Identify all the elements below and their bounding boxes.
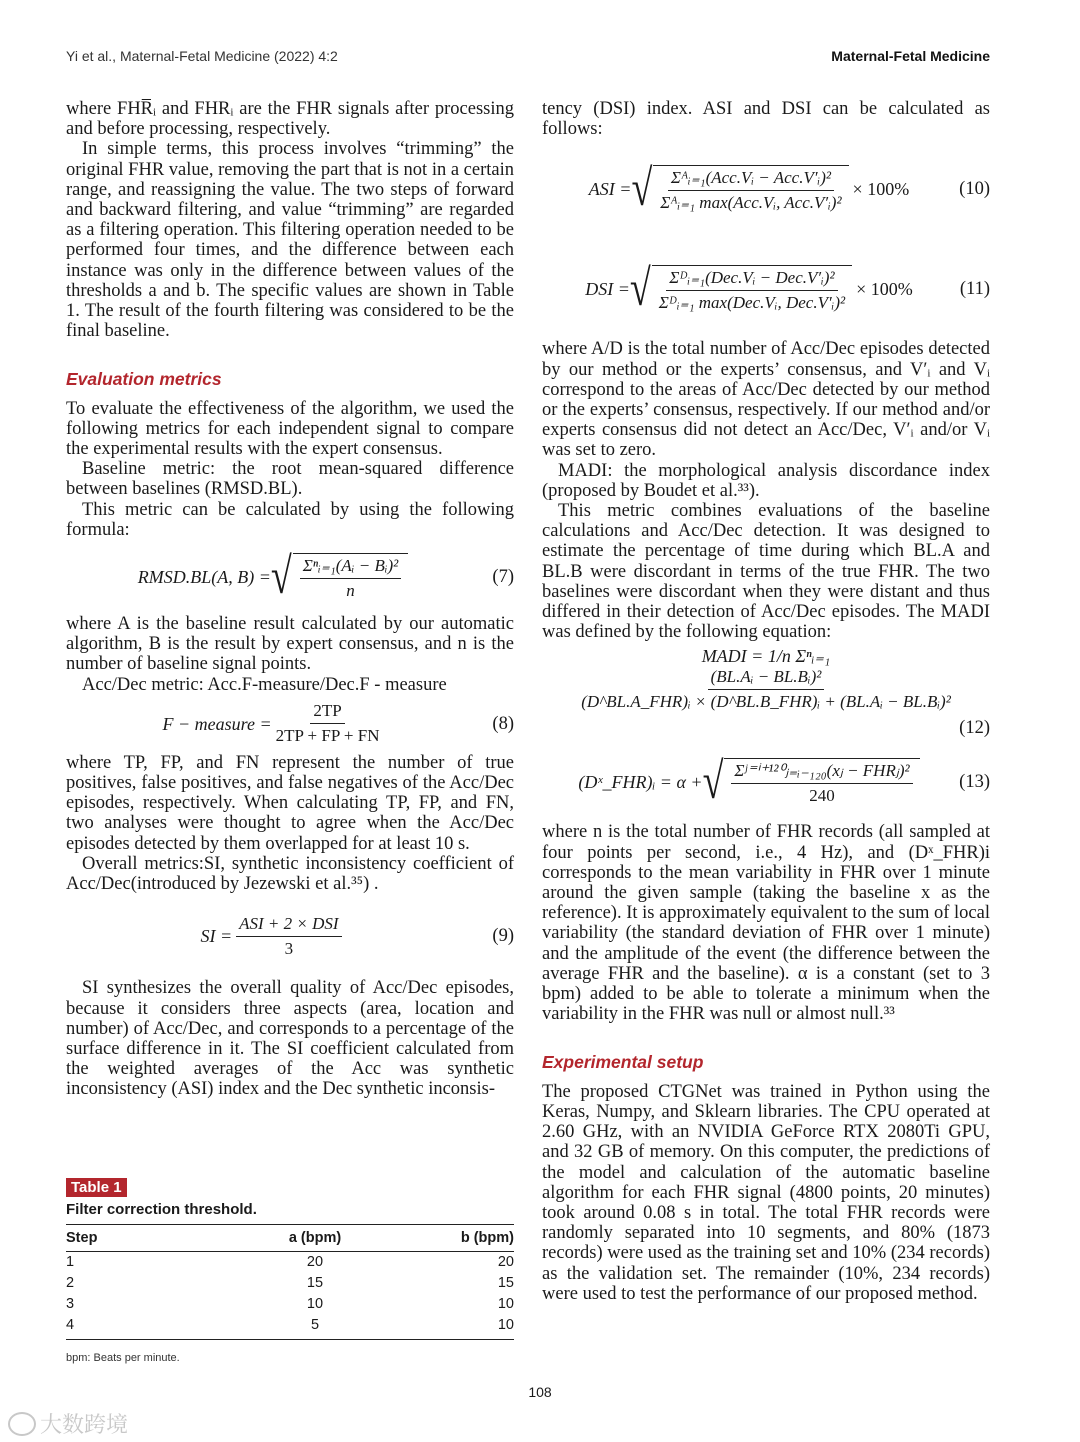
running-header-journal: Maternal-Fetal Medicine bbox=[831, 48, 990, 64]
table-footnote: bpm: Beats per minute. bbox=[66, 1352, 180, 1364]
eq8-numerator: 2TP bbox=[310, 701, 344, 724]
eq13-numerator: Σʲ⁼ⁱ⁺¹²⁰ⱼ₌ᵢ₋₁₂₀(xⱼ − FHRⱼ)² bbox=[731, 761, 912, 784]
eq8-label: (8) bbox=[492, 713, 514, 734]
watermark bbox=[8, 1408, 128, 1439]
cell: 4 bbox=[66, 1315, 216, 1340]
paragraph: MADI: the morphological analysis discordance index (proposed by Boudet et al.³³). bbox=[542, 460, 990, 501]
equation-9 bbox=[66, 894, 514, 978]
sqrt-symbol: √ $\frac{\text{Σⁿᵢ₌₁(Aᵢ − Bᵢ)²}}{n}$ bbox=[271, 553, 408, 601]
sqrt-symbol: √ $\frac{\text{Σʲ⁼ⁱ⁺¹²⁰ⱼ₌ᵢ₋₁₂₀(xⱼ − FHRⱼ)²}}{240}$ bbox=[703, 758, 920, 806]
sqrt-symbol: √ $\frac{\text{Σᴰᵢ₌₁(Dec.Vᵢ − Dec.V′ᵢ)²}}{\text{Σᴰᵢ₌₁ max(Dec.Vᵢ, Dec.V′ᵢ)²}}$ bbox=[630, 265, 852, 313]
eq12-lhs: MADI = 1/n Σⁿᵢ₌₁ bbox=[701, 646, 831, 667]
paragraph: Baseline metric: the root mean-squared difference between baselines (RMSD.BL). bbox=[66, 459, 514, 500]
table-header-row bbox=[66, 1225, 514, 1252]
eq7-numerator: Σⁿᵢ₌₁(Aᵢ − Bᵢ)² bbox=[300, 556, 402, 579]
header-step: Step bbox=[66, 1225, 216, 1252]
paragraph: Overall metrics:SI, synthetic inconsistency coefficient of Acc/Dec(introduced by Jezewski et al.³⁵) . bbox=[66, 853, 514, 895]
paragraph: Acc/Dec metric: Acc.F-measure/Dec.F - measure bbox=[82, 674, 447, 695]
cell: 10 bbox=[306, 1296, 324, 1312]
eq7-label: (7) bbox=[492, 566, 514, 587]
cell: 15 bbox=[497, 1275, 514, 1291]
left-column bbox=[66, 99, 514, 1100]
eq9-denominator: 3 bbox=[284, 938, 294, 958]
table-row bbox=[66, 1315, 514, 1340]
eq10-numerator: Σᴬᵢ₌₁(Acc.Vᵢ − Acc.V′ᵢ)² bbox=[668, 168, 834, 191]
eq12-numerator: (BL.Aᵢ − BL.Bᵢ)² bbox=[708, 667, 825, 690]
cell: 10 bbox=[414, 1315, 514, 1340]
eq7-lhs: RMSD.BL(A, B) = bbox=[137, 566, 271, 587]
eq13-denominator: 240 bbox=[809, 786, 835, 806]
paragraph: This metric can be calculated by using the following formula: bbox=[66, 499, 514, 540]
eq9-label: (9) bbox=[492, 926, 514, 947]
cell: 15 bbox=[306, 1275, 324, 1291]
cell: 10 bbox=[497, 1296, 514, 1312]
eq11-lhs: DSI = bbox=[585, 279, 630, 300]
paragraph: To evaluate the effectiveness of the algorithm, we used the following metrics for each independent signal to compare the experimental results with the expert consensus. bbox=[66, 398, 514, 460]
watermark-logo-icon bbox=[8, 1412, 36, 1436]
eq10-denominator: Σᴬᵢ₌₁ max(Acc.Vᵢ, Acc.V′ᵢ)² bbox=[660, 193, 842, 213]
section-heading-experimental-setup: Experimental setup bbox=[542, 1052, 704, 1073]
running-header-citation: Yi et al., Maternal-Fetal Medicine (2022) 4:2 bbox=[66, 48, 338, 64]
section-heading-evaluation-metrics: Evaluation metrics bbox=[66, 369, 222, 390]
eq12-label: (12) bbox=[959, 718, 990, 739]
header-a: a (bpm) bbox=[216, 1225, 414, 1252]
paragraph: where A is the baseline result calculated by our automatic algorithm, B is the result by expert consensus, and n is the number of baseline signal points. bbox=[66, 614, 514, 675]
right-column bbox=[542, 99, 990, 1304]
eq11-denominator: Σᴰᵢ₌₁ max(Dec.Vᵢ, Dec.V′ᵢ)² bbox=[658, 293, 846, 313]
cell: 2 bbox=[66, 1275, 75, 1291]
cell: 5 bbox=[216, 1315, 414, 1340]
paragraph: The proposed CTGNet was trained in Python using the Keras, Numpy, and Sklearn libraries. The CPU operated at 2.60 GHz, with an NVIDIA GeForce RTX 2080Ti GPU, and 32 GB of memory. On this computer, the predictions of the model and calculation of the automatic baseline algorithm for each FHR signal (4800 points, 20 minutes) took around 0.08 s in total. The total FHR records were randomly separated into 10 segments, and 80% (1873 records) were used as the training set and 10% (234 records) as the validation set. The remainder (10%, 234 records) were used to test the performance of our proposed method. bbox=[542, 1081, 990, 1304]
sqrt-symbol: √ $\frac{\text{Σᴬᵢ₌₁(Acc.Vᵢ − Acc.V′ᵢ)²}}{\text{Σᴬᵢ₌₁ max(Acc.Vᵢ, Acc.V′ᵢ)²}}$ bbox=[631, 165, 848, 213]
equation-11 bbox=[542, 239, 990, 339]
table-tag: Table 1 bbox=[66, 1178, 127, 1197]
cell: 20 bbox=[497, 1254, 514, 1270]
eq7-denominator: n bbox=[346, 581, 355, 601]
paragraph: SI synthesizes the overall quality of Acc/Dec episodes, because it considers three aspects (area, location and number) of Acc/Dec, and corresponds to a percentage of the surface difference in it. The SI coefficient calculated from the weighted averages of the Acc was synthetic inconsistency (ASI) index and the Dec synthetic inconsis- bbox=[66, 978, 514, 1100]
eq11-percent: × 100% bbox=[856, 279, 913, 300]
paragraph: where n is the total number of FHR records (all sampled at four points per second, i.e., 4 Hz), and (Dˣ_FHR)i corresponds to the mean variability in FHR over 1 minute around the given sample (taking the baseline x as the reference). It is approximately equivalent to the sum of local variability (the standard deviation of FHR over 1 minute) and the amplitude of the event (the difference between the average FHR and the baseline). α is a constant (set to 3 bpm) added to be able to tolerate a minimum when the variability in the FHR was null or almost null.³³ bbox=[542, 822, 990, 1025]
eq8-denominator: 2TP + FP + FN bbox=[275, 726, 380, 746]
eq11-label: (11) bbox=[959, 279, 990, 300]
filter-threshold-table bbox=[66, 1224, 514, 1340]
watermark-text: 大数跨境 bbox=[40, 1413, 129, 1438]
table-row bbox=[66, 1252, 514, 1274]
cell: 3 bbox=[66, 1296, 75, 1312]
eq13-lhs: (Dˣ_FHR)ᵢ = α + bbox=[578, 772, 703, 793]
equation-12 bbox=[542, 642, 990, 742]
equation-10 bbox=[542, 139, 990, 239]
table-row bbox=[66, 1273, 514, 1294]
equation-8 bbox=[66, 695, 514, 753]
eq9-lhs: SI = bbox=[200, 926, 233, 947]
equation-13 bbox=[542, 742, 990, 822]
table-caption: Filter correction threshold. bbox=[66, 1201, 257, 1218]
page-number: 108 bbox=[528, 1384, 552, 1400]
cell: 20 bbox=[306, 1254, 324, 1270]
eq10-percent: × 100% bbox=[852, 179, 910, 200]
eq10-lhs: ASI = bbox=[588, 179, 632, 200]
eq10-label: (10) bbox=[959, 179, 990, 200]
eq9-numerator: ASI + 2 × DSI bbox=[236, 914, 341, 937]
paragraph: where TP, FP, and FN represent the number of true positives, false positives, and false negatives of the Acc/Dec episodes, respectively. When calculating TP, FP, and FN, two analyses were thought to agree when the Acc/Dec episodes detected by them overlapped for at least 10 s. bbox=[66, 752, 514, 854]
paragraph: In simple terms, this process involves “trimming” the original FHR value, removing the part that is not in a certain range, and reassigning the value. The two steps of forward and backward filtering, and value “trimming” are regarded as a filtering operation. This filtering operation needed to be performed four times, and the difference between each instance was only in the difference between values of the thresholds a and b. The specific values are shown in Table 1. The result of the fourth filtering was considered to be the final baseline. bbox=[66, 139, 515, 342]
paragraph: where FHR̅ᵢ and FHRᵢ are the FHR signals after processing and before processing, respectively. bbox=[66, 99, 514, 140]
table-row bbox=[66, 1294, 514, 1315]
cell: 1 bbox=[66, 1254, 75, 1270]
paragraph: tency (DSI) index. ASI and DSI can be calculated as follows: bbox=[542, 99, 990, 140]
eq12-denominator: (D^BL.A_FHR)ᵢ × (D^BL.B_FHR)ᵢ + (BL.Aᵢ − BL.Bᵢ)² bbox=[581, 691, 951, 711]
eq11-numerator: Σᴰᵢ₌₁(Dec.Vᵢ − Dec.V′ᵢ)² bbox=[666, 268, 837, 291]
eq8-lhs: F − measure = bbox=[162, 713, 272, 734]
header-b: b (bpm) bbox=[414, 1225, 514, 1252]
equation-7 bbox=[66, 540, 514, 614]
eq13-label: (13) bbox=[959, 772, 990, 793]
table-1 bbox=[66, 1178, 514, 1364]
paragraph: where A/D is the total number of Acc/Dec episodes detected by our method or the experts’ consensus, and V′ᵢ and Vᵢ correspond to the areas of Acc/Dec detected by our method or the experts’ consensus, respectively. If our method and/or experts consensus did not detect an Acc/Dec, V′ᵢ and/or Vᵢ was set to zero. bbox=[542, 339, 990, 461]
paragraph: This metric combines evaluations of the baseline calculations and Acc/Dec detection. It was designed to estimate the percentage of time during which BL.A and BL.B were discordant in terms of the true FHR. The two baselines were discordant when they were distant and thus differed in their detection of Acc/Dec episodes. The MADI was defined by the following equation: bbox=[542, 501, 990, 643]
